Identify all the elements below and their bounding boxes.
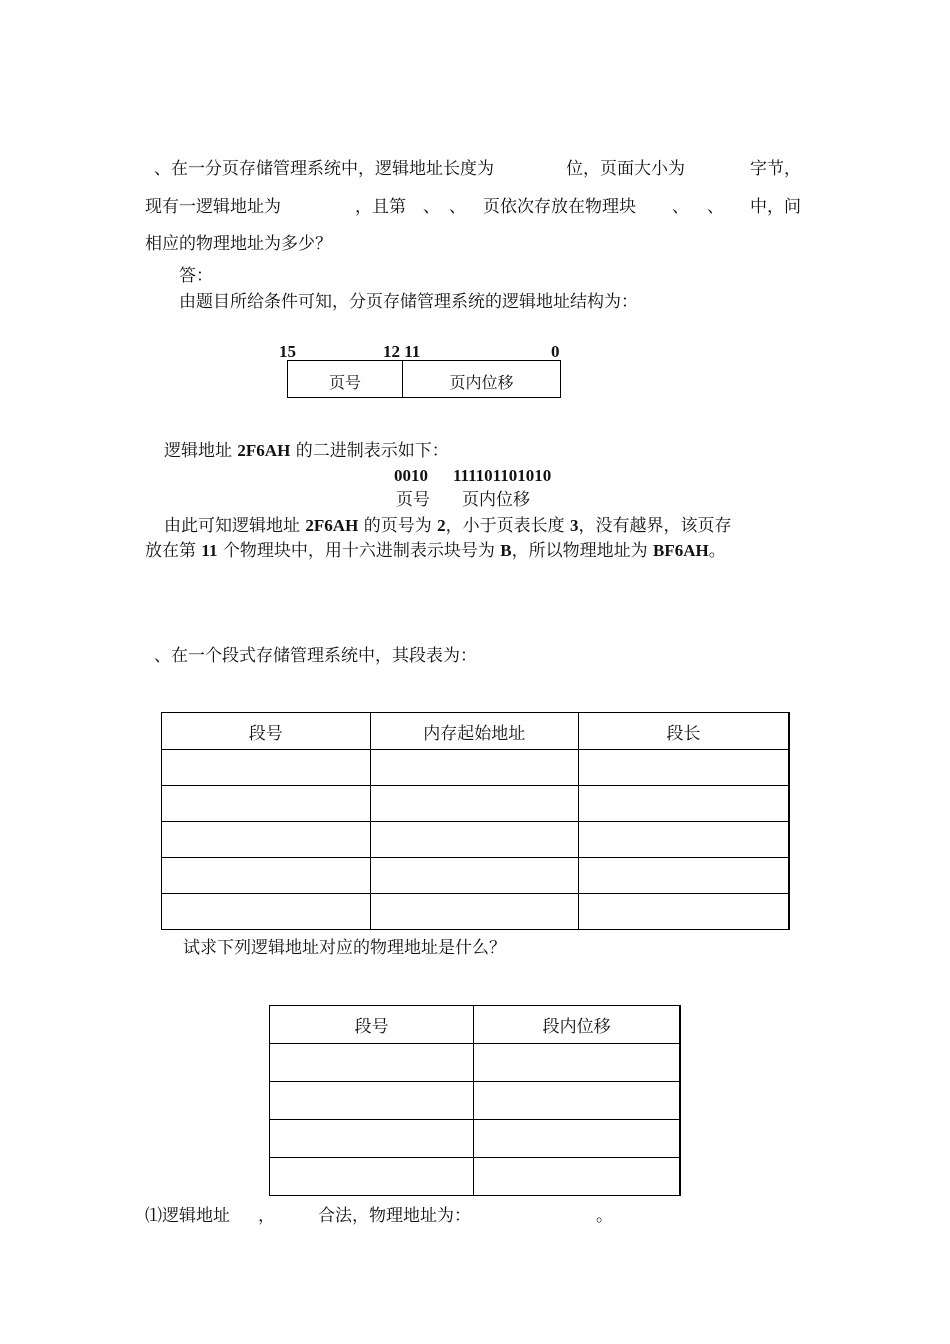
binary-intro [164,441,449,461]
conclusion-text: ，所以物理地址为 [511,541,654,561]
conclusion-table-length: 3 [570,516,579,535]
conclusion-hex-block: B [500,541,512,560]
table-row [162,822,790,858]
table-cell [579,894,790,930]
conclusion-text: 由此可知逻辑地址 [164,516,306,536]
table-row [270,1158,681,1196]
table-cell [579,822,790,858]
conclusion-text: ，没有越界，该页存 [578,516,732,536]
binary-intro-c: 的二进制表示如下： [290,441,449,461]
table-row [270,1082,681,1120]
table-cell [270,1082,474,1120]
bit-label-15: 15 [279,342,296,361]
q1-line2-part2: ，且第 [355,197,406,217]
table-cell [270,1158,474,1196]
table-cell [162,822,371,858]
table-row [162,894,790,930]
table-cell [370,894,579,930]
q1-line1-part3: 字节， [750,159,801,179]
table-cell [579,786,790,822]
address-table [269,1005,681,1196]
binary-intro-address: 2F6AH [237,441,291,460]
table-row [162,750,790,786]
q1-line2-part7: 、 [707,197,724,217]
conclusion-text: 放在第 [145,541,202,561]
q1-line2-part4: 、 [449,197,466,217]
conclusion-line1 [164,516,732,536]
diagram-offset-label: 页内位移 [449,373,514,392]
binary-page-bits: 0010 [394,466,428,485]
table-cell [162,894,371,930]
q1-line2-part3: 、 [423,197,440,217]
table-cell [579,858,790,894]
binary-offset-label: 页内位移 [462,490,530,510]
table-row [270,1044,681,1082]
table-cell [370,786,579,822]
q2-intro: 、在一个段式存储管理系统中，其段表为： [154,646,477,666]
conclusion-text: ，小于页表长度 [445,516,571,536]
table-cell [162,858,371,894]
address-table-header-segment: 段号 [270,1006,474,1044]
answer-intro: 由题目所给条件可知，分页存储管理系统的逻辑地址结构为： [179,292,638,312]
segment-table-header-segment: 段号 [162,713,371,750]
table-cell [370,822,579,858]
table-cell [162,786,371,822]
q1-line2-part1: 现有一逻辑地址为 [145,197,281,217]
table-row [270,1120,681,1158]
table-cell [474,1044,680,1082]
q2-item1-part1: ⑴逻辑地址 [145,1206,230,1226]
table-cell [474,1158,680,1196]
q1-line2-part5: 页依次存放在物理块 [483,197,636,217]
q1-line2-part8: 中，问 [750,197,801,217]
q2-item1-part4: 。 [596,1206,613,1226]
q2-item1-part3: 合法，物理地址为： [318,1206,471,1226]
conclusion-block-number: 11 [201,541,218,560]
segment-table [161,712,790,930]
q1-line3: 相应的物理地址为多少？ [145,234,332,254]
table-header-row [162,713,790,750]
table-cell [474,1082,680,1120]
q2-item1-part2: ， [258,1206,275,1226]
diagram-page-field [287,360,403,398]
q1-line1-part1: 、在一分页存储管理系统中，逻辑地址长度为 [154,159,494,179]
bit-label-0: 0 [551,342,560,361]
table-row [162,786,790,822]
conclusion-physical-address: BF6AH [653,541,709,560]
answer-label: 答： [179,266,213,286]
conclusion-text: 。 [708,541,726,561]
conclusion-address: 2F6AH [305,516,359,535]
segment-table-header-start: 内存起始地址 [370,713,579,750]
table-cell [579,750,790,786]
binary-page-label: 页号 [396,490,430,510]
conclusion-text: 个物理块中，用十六进制表示块号为 [217,541,501,561]
diagram-offset-field [402,360,561,398]
conclusion-line2 [145,541,726,561]
table-cell [474,1120,680,1158]
table-header-row [270,1006,681,1044]
q1-line1-part2: 位，页面大小为 [566,159,685,179]
q2-question: 试求下列逻辑地址对应的物理地址是什么？ [183,938,506,958]
binary-intro-a: 逻辑地址 [164,441,238,461]
q1-line2-part6: 、 [672,197,689,217]
table-cell [370,750,579,786]
table-cell [370,858,579,894]
conclusion-text: 的页号为 [358,516,438,536]
binary-offset-bits: 111101101010 [453,466,552,485]
diagram-page-label: 页号 [328,373,361,392]
address-table-header-offset: 段内位移 [474,1006,680,1044]
table-cell [270,1044,474,1082]
conclusion-page-number: 2 [437,516,446,535]
table-row [162,858,790,894]
table-cell [162,750,371,786]
segment-table-header-length: 段长 [579,713,790,750]
bit-label-12-11: 12 11 [383,342,421,361]
table-cell [270,1120,474,1158]
